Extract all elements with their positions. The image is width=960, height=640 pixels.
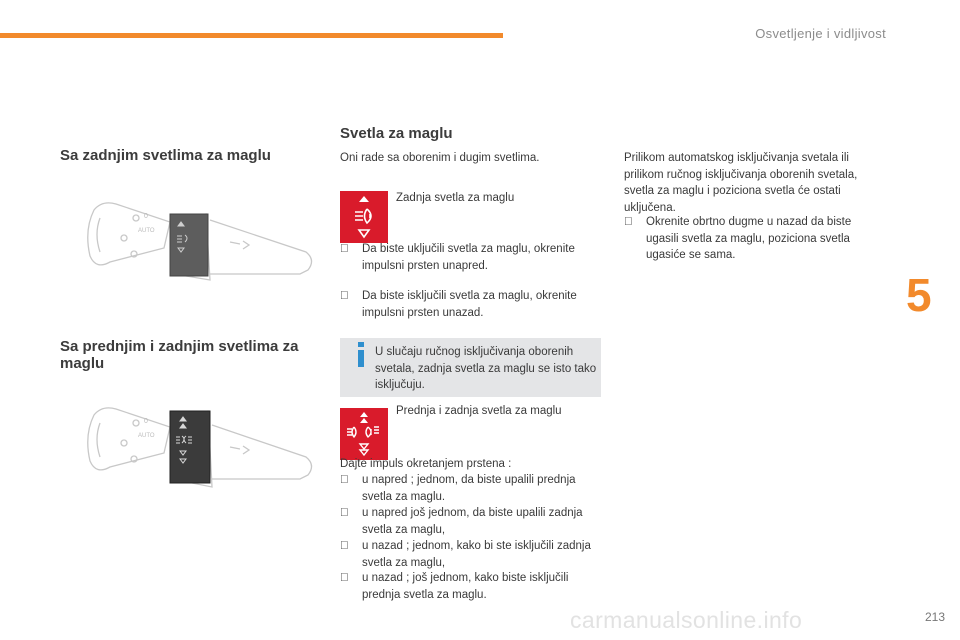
lighting-stalk-front-rear-illustration: [80, 395, 320, 505]
heading-fog-lights: Svetla za maglu: [340, 125, 453, 142]
bullet-mark: [340, 538, 349, 555]
bullet-mark: [340, 570, 349, 587]
impulse-item: u napred još jednom, da biste upalili zadnja svetla za maglu,: [340, 505, 605, 538]
intro-text: Oni rade sa oborenim i dugim svetlima.: [340, 152, 540, 164]
page-number: 213: [924, 610, 945, 624]
rear-fog-lamp-icon: [340, 191, 388, 243]
impulse-item: u napred ; jednom, da biste upalili prednja svetla za maglu.: [340, 472, 605, 505]
impulse-item: u nazad ; još jednom, kako biste isključili prednja svetla za maglu.: [340, 570, 605, 603]
header-accent-bar: [0, 33, 503, 38]
rear-fog-caption: Zadnja svetla za maglu: [396, 192, 515, 204]
off-label: 0: [144, 418, 148, 425]
bullet-turn-off: Da biste isključili svetla za maglu, okrenite impulsni prsten unazad.: [340, 288, 605, 321]
heading-rear-fog: Sa zadnjim svetlima za maglu: [60, 147, 271, 164]
front-rear-fog-caption: Prednja i zadnja svetla za maglu: [396, 405, 562, 417]
bullet-turn-knob-back: Okrenite obrtno dugme u nazad da biste ugasili svetla za maglu, poziciona svetla ugasiće se sama.: [624, 214, 886, 264]
off-label: 0: [144, 213, 148, 220]
info-icon: [354, 342, 368, 368]
auto-label: AUTO: [138, 433, 155, 439]
section-title: Osvetljenje i vidljivost: [755, 26, 886, 41]
bullet-mark: [340, 505, 349, 522]
bullet-mark: [624, 214, 633, 231]
front-rear-fog-lamp-icon: [340, 408, 388, 460]
heading-front-rear-fog: Sa prednjim i zadnjim svetlima za maglu: [60, 338, 299, 372]
bullet-mark: [340, 288, 349, 305]
impulse-item: u nazad ; jednom, kako bi ste isključili zadnja svetla za maglu,: [340, 538, 605, 571]
bullet-mark: [340, 241, 349, 258]
chapter-number: 5: [906, 269, 932, 321]
auto-off-paragraph: Prilikom automatskog isključivanja svetala ili prilikom ručnog isključivanja oborenih svetala, svetla za maglu i poziciona svetla će ostati uključena.: [624, 152, 858, 214]
footer-watermark-url: carmanualsonline.info: [570, 607, 803, 633]
bullet-turn-on: Da biste uključili svetla za maglu, okrenite impulsni prsten unapred.: [340, 241, 605, 274]
auto-label: AUTO: [138, 228, 155, 234]
lighting-stalk-rear-illustration: [80, 190, 320, 300]
impulse-intro: Dajte impuls okretanjem prstena :: [340, 458, 512, 470]
bullet-mark: [340, 472, 349, 489]
info-text: U slučaju ručnog isključivanja oborenih svetala, zadnja svetla za maglu se isto tako isključuju.: [375, 346, 597, 391]
